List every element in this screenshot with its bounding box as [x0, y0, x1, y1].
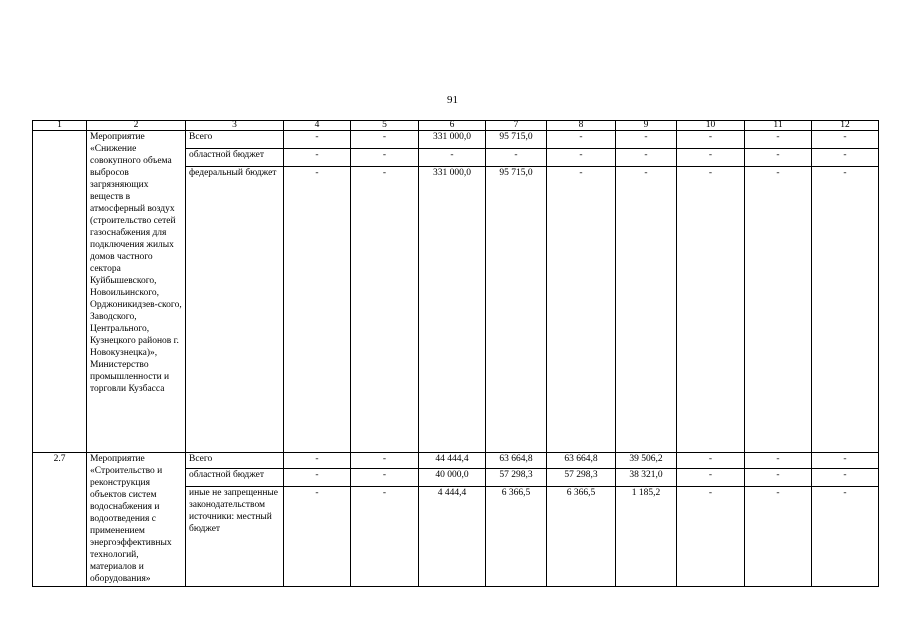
table-cell: -: [812, 453, 879, 469]
table-cell: 44 444,4: [419, 453, 486, 469]
table-cell: 39 506,2: [616, 453, 677, 469]
table-cell: -: [284, 167, 351, 453]
table-cell: -: [486, 149, 547, 167]
table-cell: -: [547, 149, 616, 167]
table-cell: -: [812, 149, 879, 167]
table-cell: -: [351, 149, 419, 167]
table-row: [33, 131, 879, 149]
measure-description: Мероприятие «Снижение совокупного объема выбросов загрязняющих веществ в атмосферный воздух (строительство сетей газоснабжения для подключения жилых домов частного сектора Куйбышевского, Новоильинского, Орджоникидзев-ского, Заводского, Центрального, Кузнецкого районов г. Новокузнецка)», Министерство промышленности и торговли Кузбасса: [87, 131, 186, 453]
table-cell: -: [677, 487, 745, 587]
table-cell: -: [745, 167, 812, 453]
table-cell: -: [812, 131, 879, 149]
col-header: 11: [745, 121, 812, 131]
table-cell: -: [351, 469, 419, 487]
table-cell: -: [351, 167, 419, 453]
table-cell: -: [677, 131, 745, 149]
row-number: [33, 131, 87, 453]
table-cell: 40 000,0: [419, 469, 486, 487]
table-cell: -: [677, 149, 745, 167]
table-cell: 95 715,0: [486, 131, 547, 149]
funding-source: иные не запрещенные законодательством источники: местный бюджет: [186, 487, 284, 587]
table-cell: 331 000,0: [419, 131, 486, 149]
col-header: 12: [812, 121, 879, 131]
table-cell: -: [812, 469, 879, 487]
funding-source: Всего: [186, 131, 284, 149]
col-header: 10: [677, 121, 745, 131]
table-cell: -: [351, 453, 419, 469]
table-cell: -: [745, 149, 812, 167]
funding-source: Всего: [186, 453, 284, 469]
table-cell: -: [677, 453, 745, 469]
table-cell: -: [284, 453, 351, 469]
table-cell: -: [677, 167, 745, 453]
table-cell: -: [812, 167, 879, 453]
table-cell: 1 185,2: [616, 487, 677, 587]
table-cell: 63 664,8: [547, 453, 616, 469]
table-cell: -: [677, 469, 745, 487]
col-header: 3: [186, 121, 284, 131]
col-header: 5: [351, 121, 419, 131]
table-cell: -: [745, 487, 812, 587]
budget-table: [32, 120, 879, 587]
column-number-row: [33, 121, 879, 131]
table-cell: -: [616, 149, 677, 167]
table-cell: -: [616, 131, 677, 149]
table-cell: -: [547, 131, 616, 149]
table-cell: 38 321,0: [616, 469, 677, 487]
table-cell: -: [812, 487, 879, 587]
table-cell: -: [745, 453, 812, 469]
table-cell: 57 298,3: [486, 469, 547, 487]
table-cell: -: [616, 167, 677, 453]
table-cell: 6 366,5: [486, 487, 547, 587]
page-number: 91: [447, 94, 458, 106]
table-cell: 95 715,0: [486, 167, 547, 453]
col-header: 4: [284, 121, 351, 131]
funding-source: областной бюджет: [186, 149, 284, 167]
col-header: 1: [33, 121, 87, 131]
table-cell: 331 000,0: [419, 167, 486, 453]
measure-description: Мероприятие «Строительство и реконструкция объектов систем водоснабжения и водоотведения с применением энергоэффективных технологий, материалов и оборудования»: [87, 453, 186, 587]
table-cell: 4 444,4: [419, 487, 486, 587]
table-cell: -: [351, 487, 419, 587]
table-cell: -: [284, 131, 351, 149]
table-cell: 6 366,5: [547, 487, 616, 587]
table-cell: -: [351, 131, 419, 149]
col-header: 8: [547, 121, 616, 131]
col-header: 6: [419, 121, 486, 131]
table-cell: -: [745, 131, 812, 149]
table-cell: -: [284, 487, 351, 587]
col-header: 2: [87, 121, 186, 131]
funding-source: федеральный бюджет: [186, 167, 284, 453]
table-row: [33, 453, 879, 469]
row-number: 2.7: [33, 453, 87, 587]
table-cell: -: [547, 167, 616, 453]
table-cell: 57 298,3: [547, 469, 616, 487]
funding-source: областной бюджет: [186, 469, 284, 487]
table-cell: -: [284, 469, 351, 487]
table-cell: -: [745, 469, 812, 487]
col-header: 7: [486, 121, 547, 131]
table-cell: 63 664,8: [486, 453, 547, 469]
table-cell: -: [284, 149, 351, 167]
col-header: 9: [616, 121, 677, 131]
table-cell: -: [419, 149, 486, 167]
